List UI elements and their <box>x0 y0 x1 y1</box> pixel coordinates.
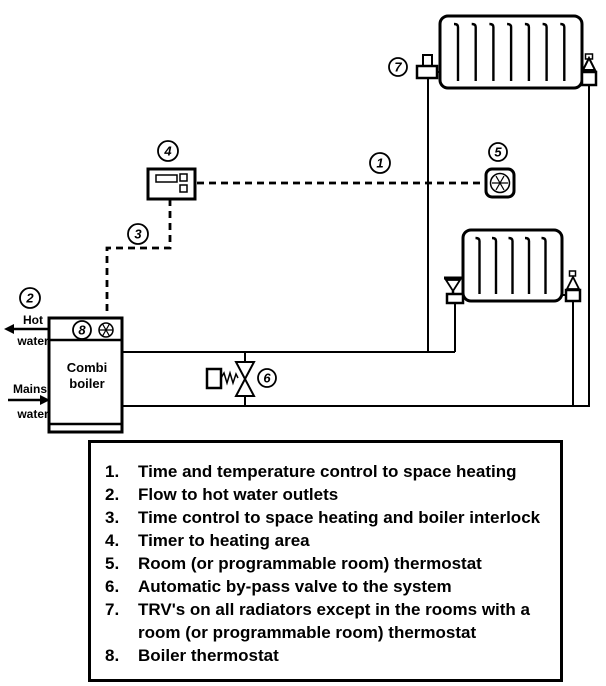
callout-8 <box>73 321 91 339</box>
legend-box <box>88 440 563 682</box>
legend-item-text: Time control to space heating and boiler interlock <box>138 508 541 527</box>
lockshield-valve-icon <box>562 271 580 301</box>
legend-item-text: Time and temperature control to space heating <box>138 462 517 481</box>
callout-5 <box>489 143 507 161</box>
legend-item <box>91 644 560 667</box>
trv-icon <box>444 278 463 303</box>
legend-item <box>91 506 560 529</box>
boiler-name-line2: boiler <box>69 376 105 391</box>
hot-water-label-line2: water <box>17 334 49 348</box>
legend-item-text: Room (or programmable room) thermostat <box>138 554 482 573</box>
callout-2 <box>20 288 40 308</box>
callout-3 <box>128 224 148 244</box>
spring-icon <box>221 373 238 383</box>
callout-4-number: 4 <box>164 143 172 159</box>
legend-item-number: 7. <box>105 600 120 619</box>
trv-icon <box>417 55 441 78</box>
legend-item <box>91 575 560 598</box>
legend-list <box>91 460 560 667</box>
hot-water-label-line1: Hot <box>23 313 43 327</box>
callout-4 <box>158 141 178 161</box>
callout-1 <box>370 153 390 173</box>
hot-water-outlet <box>4 313 49 348</box>
radiator-middle <box>444 230 580 303</box>
legend-item-text: Automatic by-pass valve to the system <box>138 577 452 596</box>
legend-item-text: Flow to hot water outlets <box>138 485 339 504</box>
legend-item-text: Timer to heating area <box>138 531 310 550</box>
lockshield-valve-icon <box>582 54 596 85</box>
valve-actuator <box>207 369 221 388</box>
mains-water-inlet <box>8 382 50 421</box>
bypass-valve-icon <box>207 353 254 405</box>
legend-item-number: 4. <box>105 531 120 550</box>
legend-item-text: Boiler thermostat <box>138 646 279 665</box>
callout-8-number: 8 <box>78 322 86 338</box>
timer-icon <box>148 169 195 199</box>
callout-1-number: 1 <box>376 155 384 171</box>
callout-2-number: 2 <box>26 290 34 306</box>
callout-7 <box>389 58 407 76</box>
radiator-top <box>417 16 596 88</box>
callout-5-number: 5 <box>494 144 502 160</box>
boiler-name-line1: Combi <box>66 360 108 375</box>
legend-item <box>91 598 560 621</box>
legend-item <box>91 529 560 552</box>
left-arrow-icon <box>4 324 14 334</box>
mains-water-label-line2: water <box>17 407 49 421</box>
legend-item <box>91 483 560 506</box>
legend-item <box>91 552 560 575</box>
legend-item-number: 1. <box>105 462 120 481</box>
callout-6-number: 6 <box>263 370 271 386</box>
legend-item <box>91 460 560 483</box>
legend-item-number: 8. <box>105 646 120 665</box>
legend-item-text: room (or programmable room) thermostat <box>138 623 477 642</box>
legend-item-number: 2. <box>105 485 120 504</box>
legend-item <box>91 621 560 644</box>
wire-timer-to-boiler <box>107 199 170 316</box>
legend-item-number: 3. <box>105 508 120 527</box>
callout-6 <box>258 369 276 387</box>
room-thermostat-icon <box>486 169 514 197</box>
callout-3-number: 3 <box>134 226 142 242</box>
mains-water-label-line1: Mains <box>12 382 48 396</box>
legend-item-number: 6. <box>105 577 120 596</box>
callout-7-number: 7 <box>394 59 402 75</box>
legend-item-text: TRV's on all radiators except in the rooms with a <box>138 600 530 619</box>
legend-item-number: 5. <box>105 554 120 573</box>
